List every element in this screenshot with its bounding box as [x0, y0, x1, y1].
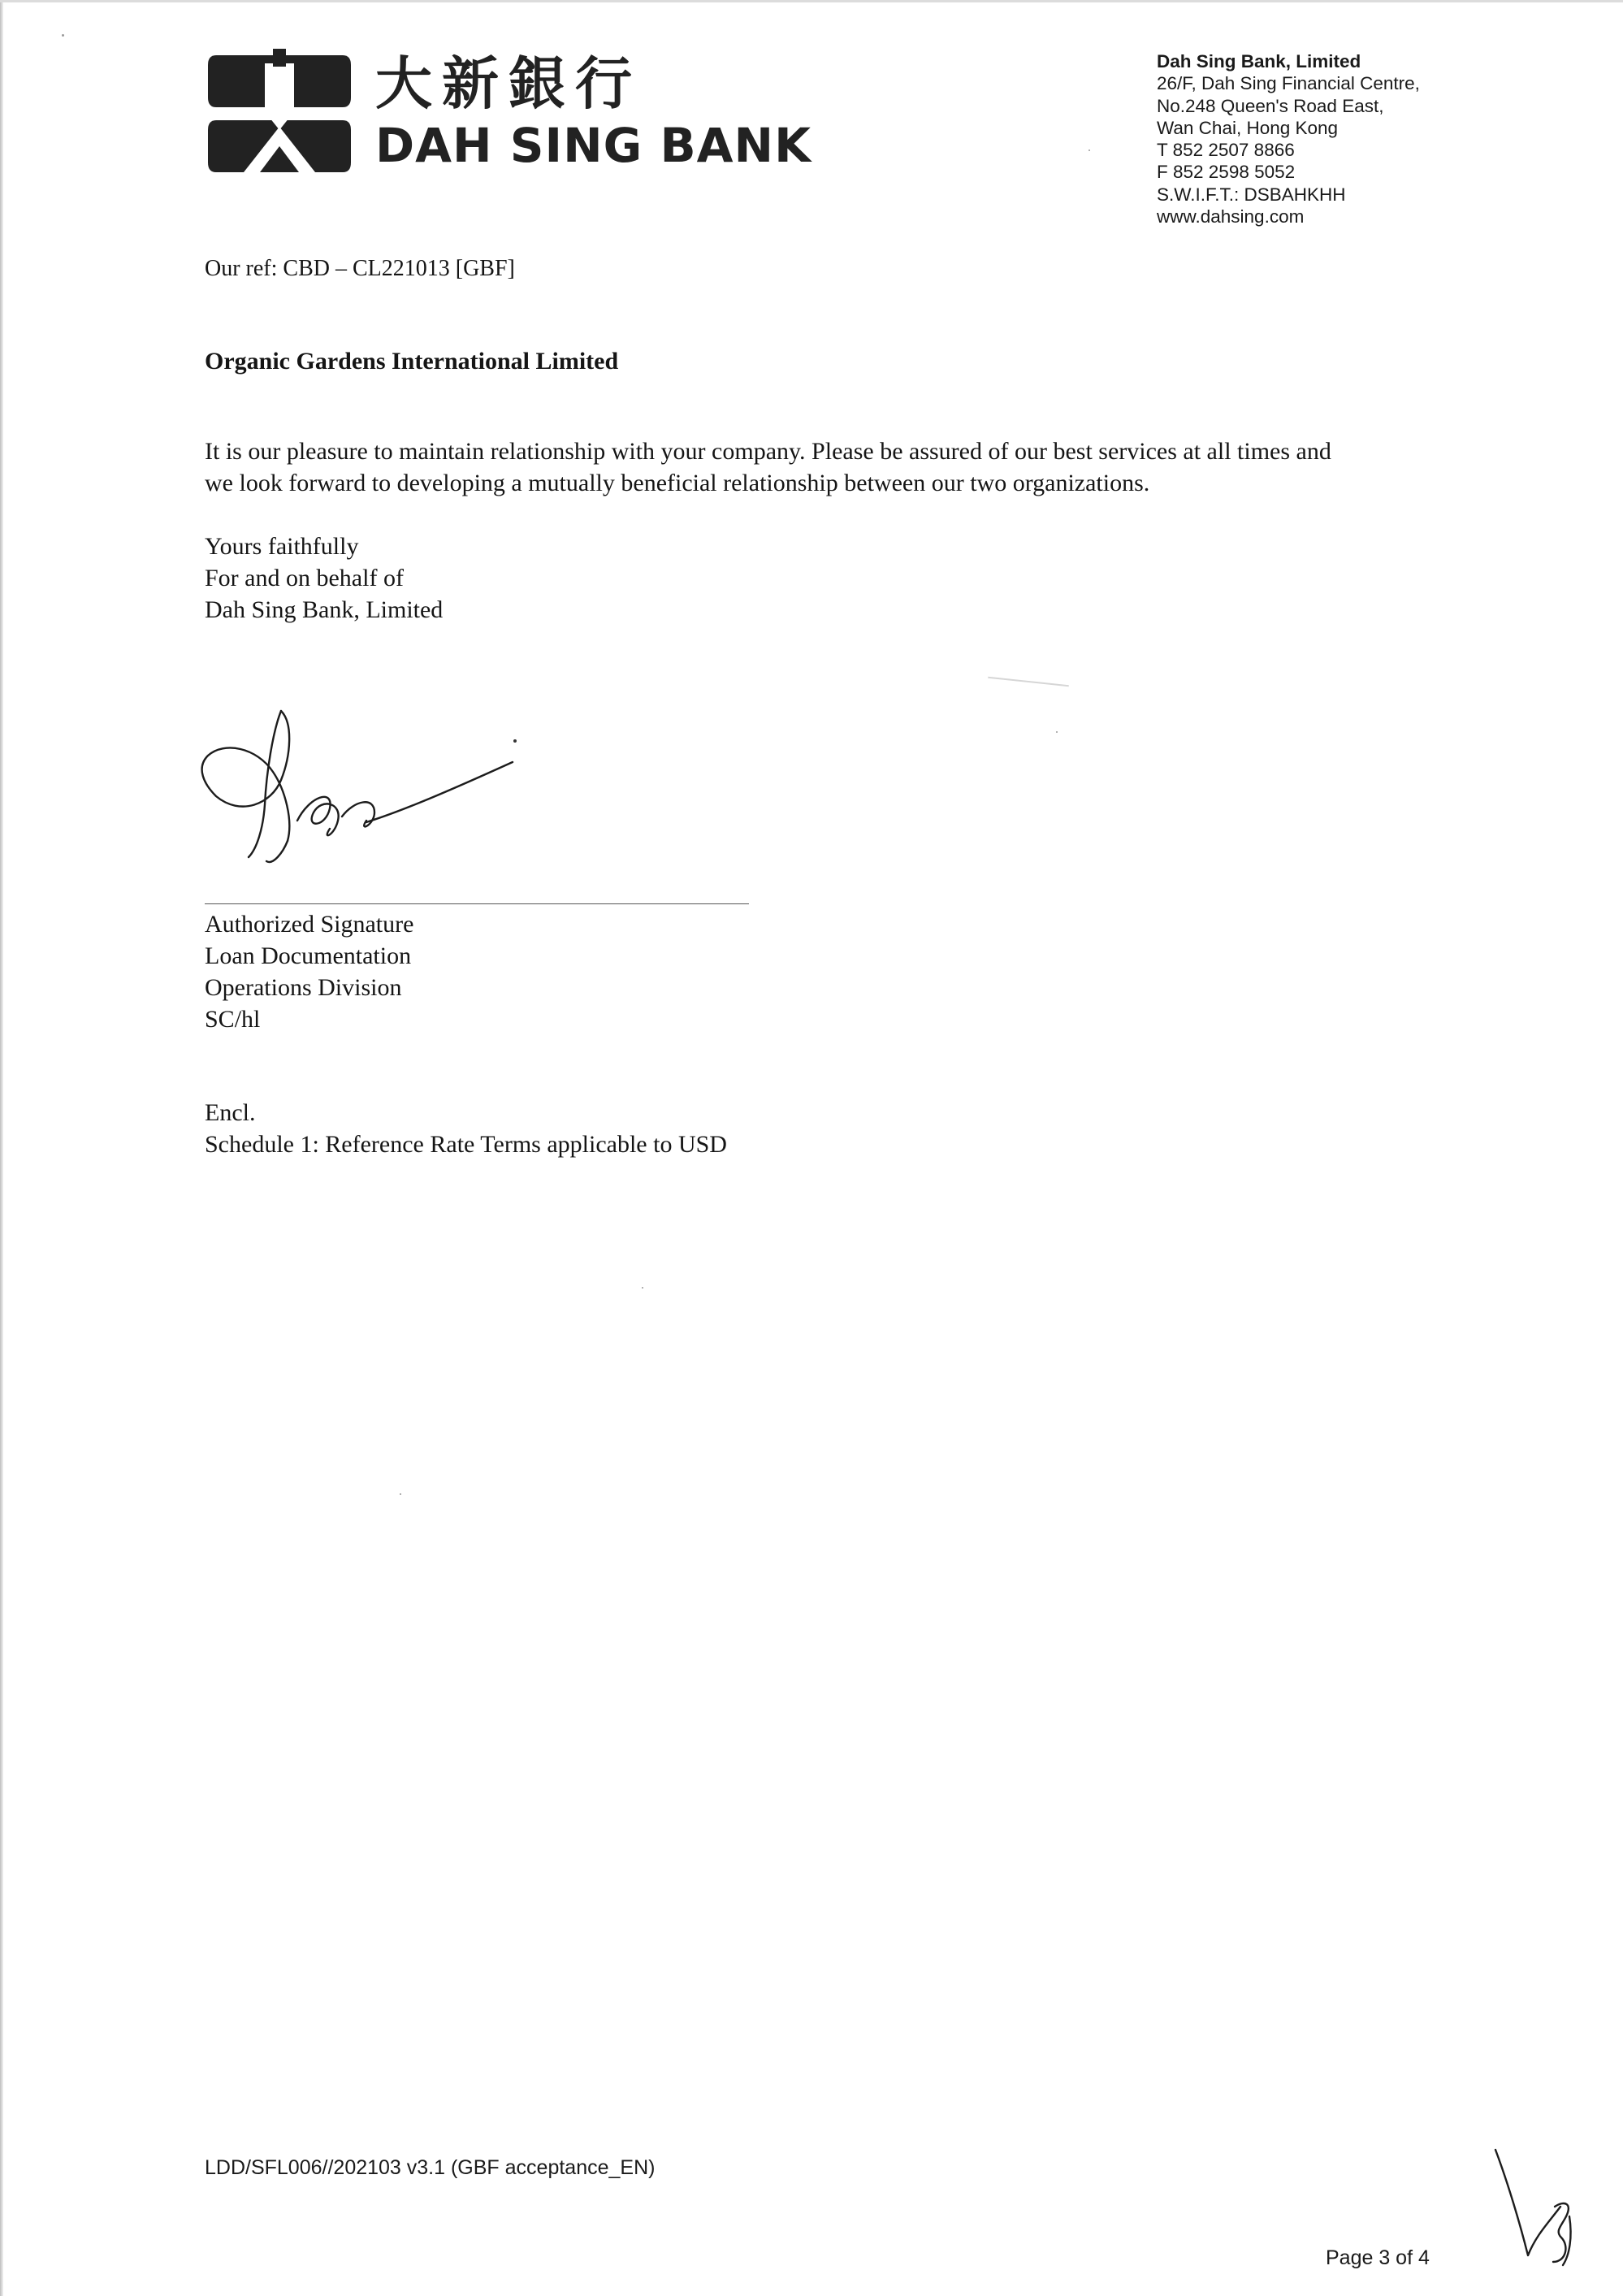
bank-logo: [208, 47, 812, 177]
page-edge: [0, 0, 3, 2296]
address-bank-name: Dah Sing Bank, Limited: [1157, 51, 1361, 71]
address-line: Wan Chai, Hong Kong: [1157, 117, 1339, 138]
signature-line: [205, 903, 749, 904]
scan-speck: [1056, 731, 1058, 733]
scan-speck: [400, 1493, 401, 1495]
footer-document-code: LDD/SFL006//202103 v3.1 (GBF acceptance_EN): [205, 2156, 656, 2179]
page-number: Page 3 of 4: [1326, 2246, 1430, 2269]
address-phone: T 852 2507 8866: [1157, 140, 1295, 161]
page-top-edge: [0, 0, 1623, 2]
letter-reference: Our ref: CBD – CL221013 [GBF]: [205, 256, 515, 281]
address-swift: S.W.I.F.T.: DSBAHKHH: [1157, 184, 1346, 205]
closing-line: For and on behalf of: [205, 565, 404, 591]
enclosure-label: Encl.: [205, 1099, 256, 1126]
address-line: 26/F, Dah Sing Financial Centre,: [1157, 73, 1420, 94]
scan-smudge: [988, 677, 1069, 687]
address-website: www.dahsing.com: [1157, 206, 1305, 227]
logo-english-name: DAH SING BANK: [375, 118, 812, 173]
bank-address-block: [1157, 50, 1579, 227]
handwritten-signature: [192, 699, 525, 869]
letter-closing: [205, 531, 443, 626]
scan-speck: [1088, 149, 1090, 151]
signatory-line: Loan Documentation: [205, 942, 412, 969]
signatory-block: [205, 908, 413, 1035]
scan-speck: [62, 34, 64, 37]
signatory-line: Operations Division: [205, 974, 402, 1001]
enclosure-block: [205, 1097, 727, 1160]
address-fax: F 852 2598 5052: [1157, 162, 1296, 183]
closing-line: Yours faithfully: [205, 533, 359, 560]
address-line: No.248 Queen's Road East,: [1157, 95, 1384, 116]
handwritten-initials: [1491, 2142, 1597, 2272]
signatory-line: Authorized Signature: [205, 911, 414, 938]
body-line: we look forward to developing a mutually beneficial relationship between our two organizations.: [205, 470, 1150, 496]
logo-chinese-name: 大新銀行: [375, 50, 642, 117]
letter-recipient: Organic Gardens International Limited: [205, 348, 619, 375]
scan-speck: [642, 1287, 643, 1289]
letter-body: [205, 435, 1472, 499]
enclosure-item: Schedule 1: Reference Rate Terms applicable to USD: [205, 1131, 727, 1158]
dah-sing-logo-mark-icon: [208, 49, 351, 177]
closing-line: Dah Sing Bank, Limited: [205, 596, 444, 623]
signatory-line: SC/hl: [205, 1006, 261, 1033]
body-line: It is our pleasure to maintain relationship with your company. Please be assured of our best services at all times and: [205, 438, 1331, 465]
